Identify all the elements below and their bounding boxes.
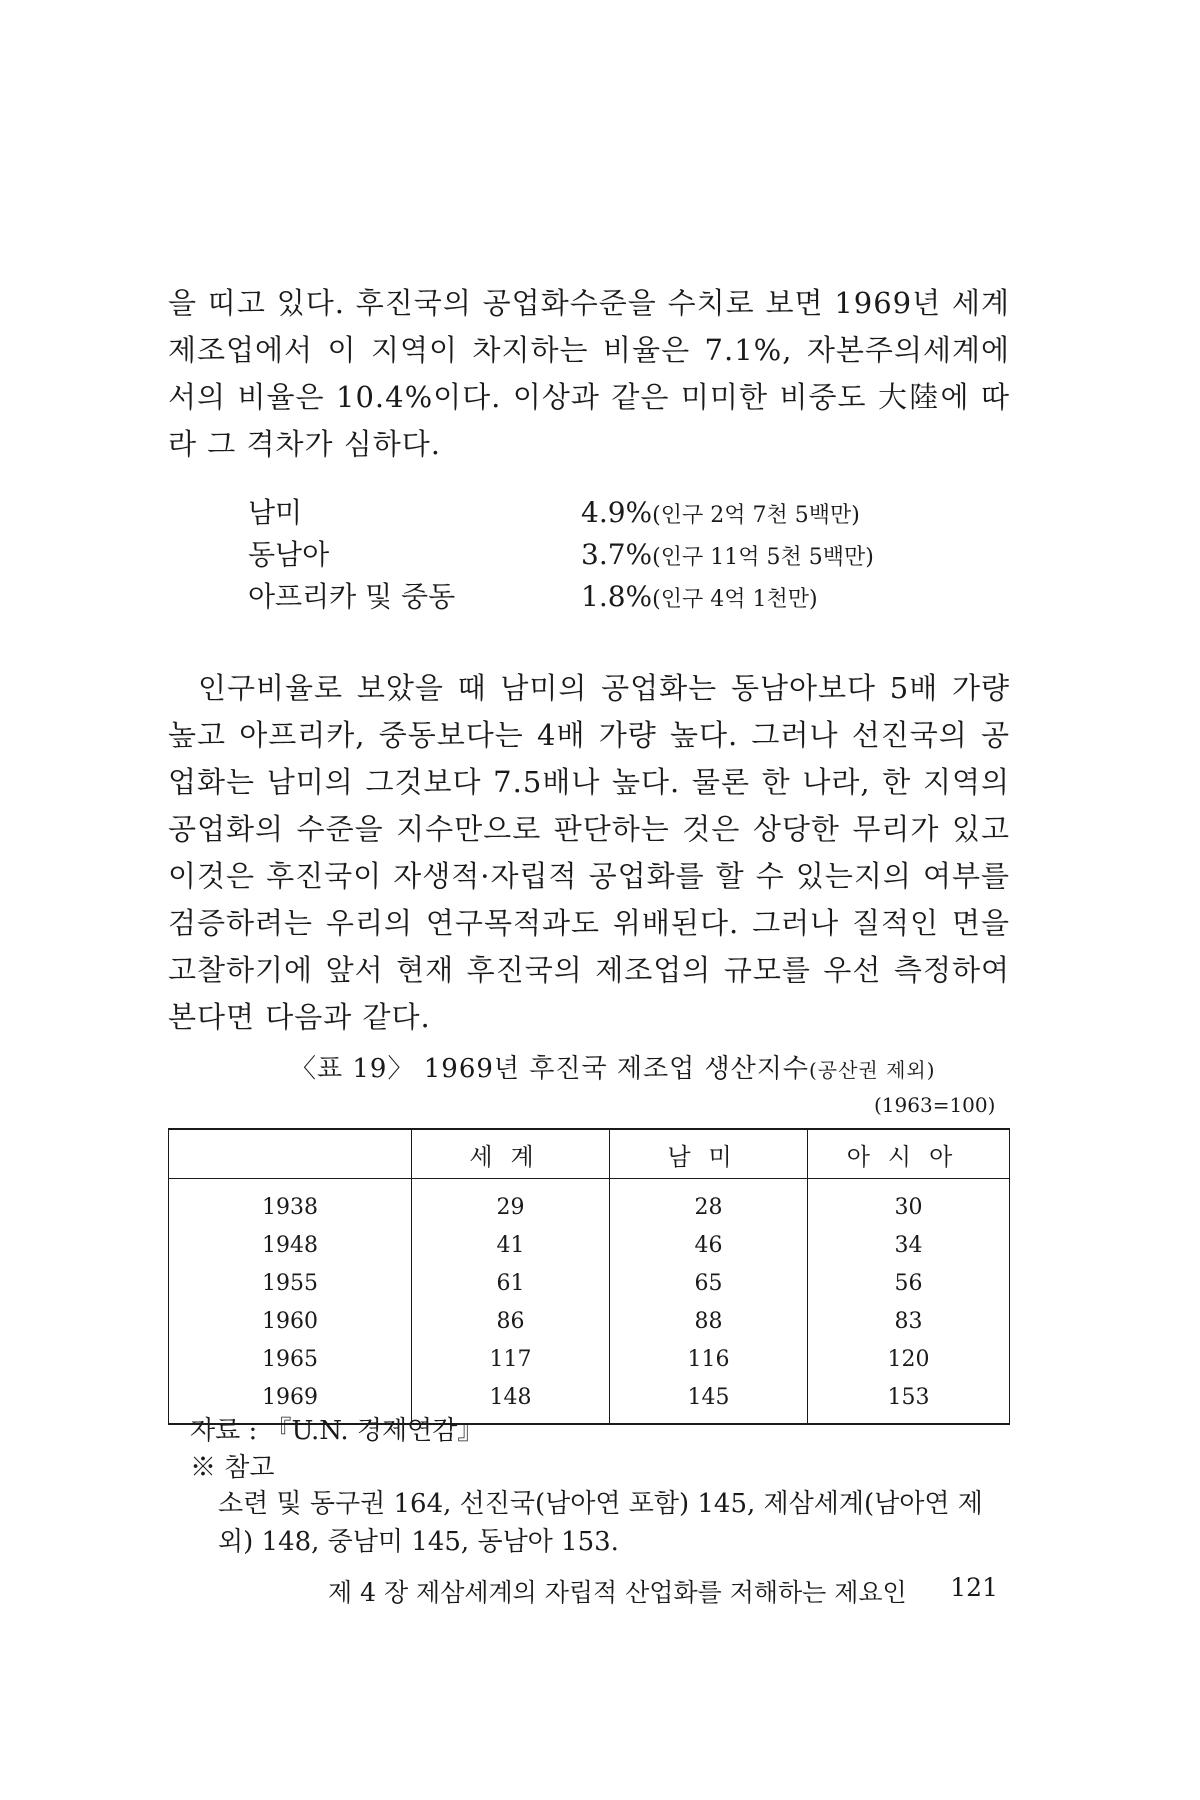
stat-row-south-america xyxy=(248,492,948,534)
table-row xyxy=(169,1226,1010,1264)
cell-asia: 153 xyxy=(808,1378,1010,1424)
cell-world: 61 xyxy=(412,1264,610,1302)
reference-text: 소련 및 동구권 164, 선진국(남아연 포함) 145, 제삼세계(남아연 제외) 148, 중남미 145, 동남아 153. xyxy=(218,1489,983,1557)
stat-region: 아프리카 및 중동 xyxy=(248,580,456,613)
stat-population: (인구 11억 5천 5백만) xyxy=(652,545,874,570)
table-row xyxy=(169,1179,1010,1227)
table-caption xyxy=(290,1048,936,1085)
paragraph-analysis: 인구비율로 보았을 때 남미의 공업화는 동남아보다 5배 가량 높고 아프리카, 중동보다는 4배 가량 높다. 그러나 선진국의 공업화는 남미의 그것보다 7.5배나 높다. 물론 한 나라, 한 지역의 공업화의 수준을 지수만으로 판단하는 것은 상당한 무리가 있고 이것은 후진국이 자생적·자립적 공업화를 할 수 있는지의 여부를 검증하려는 우리의 연구목적과도 위배된다. 그러나 질적인 면을 고찰하기에 앞서 현재 후진국의 제조업의 규모를 우선 측정하여 본다면 다음과 같다. xyxy=(168,671,1010,1034)
reference-title: ※ 참고 xyxy=(190,1453,275,1483)
table-base-note: (1963=100) xyxy=(874,1093,996,1117)
paragraph-intro: 을 띠고 있다. 후진국의 공업화수준을 수치로 보면 1969년 세계 제조업에서 이 지역이 차지하는 비율은 7.1%, 자본주의세계에서의 비율은 10.4%이다. 이상과 같은 미미한 비중도 大陸에 따라 그 격차가 심하다. xyxy=(168,286,1010,461)
table-caption-title: 〈표 19〉 1969년 후진국 제조업 생산지수 xyxy=(290,1054,809,1084)
table-header-row xyxy=(169,1129,1010,1179)
cell-asia: 83 xyxy=(808,1302,1010,1340)
stat-value: 3.7% xyxy=(581,538,653,571)
cell-year: 1960 xyxy=(169,1302,412,1340)
cell-world: 29 xyxy=(412,1179,610,1227)
header-year xyxy=(169,1129,412,1179)
cell-world: 86 xyxy=(412,1302,610,1340)
cell-world: 148 xyxy=(412,1378,610,1424)
stat-value: 4.9% xyxy=(581,496,653,529)
cell-world: 41 xyxy=(412,1226,610,1264)
stat-population: (인구 4억 1천만) xyxy=(652,587,818,612)
chapter-title: 제 4 장 제삼세계의 자립적 산업화를 저해하는 제요인 xyxy=(328,1578,907,1607)
header-asia: 아시아 xyxy=(808,1129,1010,1179)
cell-asia: 30 xyxy=(808,1179,1010,1227)
stat-value: 1.8% xyxy=(581,580,653,613)
cell-year: 1965 xyxy=(169,1340,412,1378)
stat-row-southeast-asia xyxy=(248,534,948,576)
stat-row-africa-middle-east xyxy=(248,576,948,618)
production-index-table xyxy=(168,1128,1010,1425)
stat-region: 동남아 xyxy=(248,538,330,571)
industrialization-stats xyxy=(248,492,948,618)
table-source: 자료 : 『U.N. 경제연감』 xyxy=(190,1416,484,1446)
cell-asia: 56 xyxy=(808,1264,1010,1302)
header-world: 세계 xyxy=(412,1129,610,1179)
cell-south-america: 46 xyxy=(610,1226,808,1264)
page-number: 121 xyxy=(950,1573,998,1602)
cell-year: 1948 xyxy=(169,1226,412,1264)
cell-year: 1969 xyxy=(169,1378,412,1424)
table-row xyxy=(169,1340,1010,1378)
cell-south-america: 28 xyxy=(610,1179,808,1227)
cell-south-america: 145 xyxy=(610,1378,808,1424)
cell-year: 1955 xyxy=(169,1264,412,1302)
cell-year: 1938 xyxy=(169,1179,412,1227)
cell-world: 117 xyxy=(412,1340,610,1378)
page-footer xyxy=(328,1573,998,1609)
header-south-america: 남미 xyxy=(610,1129,808,1179)
cell-south-america: 65 xyxy=(610,1264,808,1302)
cell-asia: 120 xyxy=(808,1340,1010,1378)
cell-south-america: 88 xyxy=(610,1302,808,1340)
stat-region: 남미 xyxy=(248,496,303,529)
table-caption-note: (공산권 제외) xyxy=(808,1058,936,1082)
stat-population: (인구 2억 7천 5백만) xyxy=(652,503,860,528)
cell-asia: 34 xyxy=(808,1226,1010,1264)
table-row xyxy=(169,1264,1010,1302)
table-row xyxy=(169,1302,1010,1340)
cell-south-america: 116 xyxy=(610,1340,808,1378)
